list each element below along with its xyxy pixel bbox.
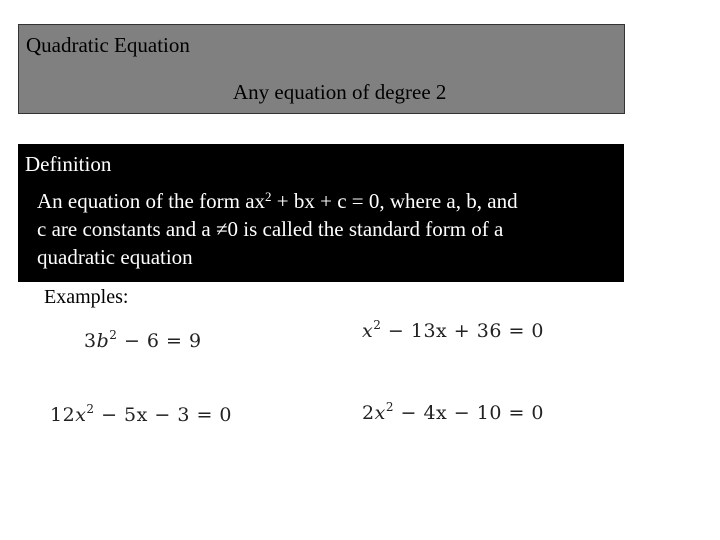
- definition-line1-pre: An equation of the form ax: [37, 189, 266, 213]
- eq-var: x: [362, 320, 374, 342]
- example-equation-4: [362, 402, 544, 424]
- definition-heading: Definition: [25, 152, 112, 176]
- eq-coef: 12: [50, 404, 76, 426]
- example-equation-3: [50, 404, 232, 426]
- examples-label: Examples:: [44, 286, 129, 308]
- eq-exp: 2: [109, 328, 118, 342]
- eq-var: x: [75, 404, 87, 426]
- eq-var: b: [96, 330, 110, 352]
- slide-title: Quadratic Equation: [26, 33, 190, 57]
- example-equation-1: [84, 330, 202, 352]
- header-box: [18, 24, 625, 114]
- eq-rest: − 5x − 3 = 0: [94, 404, 233, 426]
- definition-text: [37, 187, 612, 271]
- eq-coef: 3: [84, 330, 97, 352]
- definition-line3: quadratic equation: [37, 245, 193, 269]
- definition-line1-post: + bx + c = 0, where a, b, and: [271, 189, 518, 213]
- definition-line2: c are constants and a ≠0 is called the standard form of a: [37, 217, 504, 241]
- eq-coef: 2: [362, 402, 375, 424]
- definition-box: [18, 144, 624, 282]
- eq-exp: 2: [86, 402, 95, 416]
- eq-var: x: [374, 402, 386, 424]
- eq-exp: 2: [385, 400, 394, 414]
- eq-exp: 2: [373, 318, 382, 332]
- eq-rest: − 4x − 10 = 0: [393, 402, 545, 424]
- definition-exponent: 2: [265, 189, 272, 204]
- slide-subtitle: Any equation of degree 2: [233, 80, 447, 104]
- example-equation-2: [362, 320, 544, 342]
- eq-rest: − 13x + 36 = 0: [381, 320, 545, 342]
- eq-rest: − 6 = 9: [117, 330, 202, 352]
